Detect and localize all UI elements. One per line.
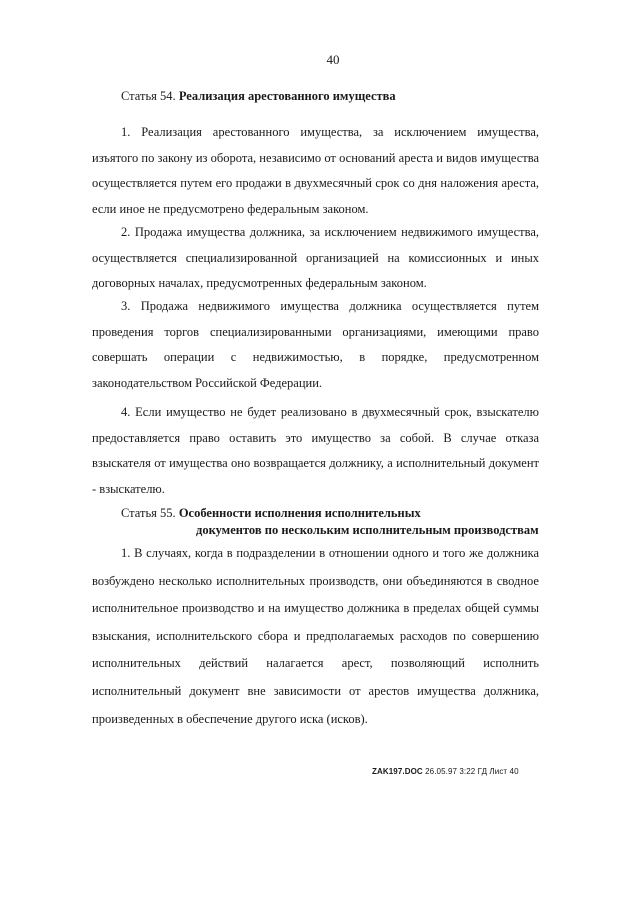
- page-number: 40: [326, 52, 340, 67]
- footer-meta: 26.05.97 3:22 ГД Лист 40: [425, 767, 519, 776]
- document-footer: [372, 767, 519, 776]
- article-55-heading-line2: документов по нескольким исполнительным производствам: [196, 523, 539, 537]
- article-54-title: [121, 88, 396, 105]
- article-54-heading: Реализация арестованного имущества: [178, 89, 396, 103]
- article-54-paragraph-3: 3. Продажа недвижимого имущества должника осуществляется путем проведения торгов специализированными организациями, имеющими право совершать операции с недвижимостью, в порядке, предусмотренном законодательством Российской Федерации.: [92, 299, 539, 390]
- article-54-paragraph-4: 4. Если имущество не будет реализовано в двухмесячный срок, взыскателю предоставляется право оставить это имущество за собой. В случае отказа взыскателя от имущества оно возвращается должнику, а исполнительный документ - взыскателю.: [92, 405, 539, 496]
- article-55-paragraph-1: 1. В случаях, когда в подразделении в отношении одного и того же должника возбуждено несколько исполнительных производств, они объединяются в сводное исполнительное производство и на имущество должника в пределах общей суммы взыскания, исполнительского сбора и предполагаемых расходов по совершению исполнительных действий налагается арест, позволяющий исполнить исполнительный документ вне зависимости от арестов имущества должника, произведенных в обеспечение другого иска (исков).: [92, 546, 539, 726]
- article-55-label: Статья 55.: [121, 506, 176, 520]
- article-55-heading-line1: Особенности исполнения исполнительных: [178, 506, 421, 520]
- article-54-paragraph-2: 2. Продажа имущества должника, за исключением недвижимого имущества, осуществляется специализированной организацией на комиссионных и иных договорных началах, предусмотренных федеральным законом.: [92, 225, 539, 290]
- footer-file-code: ZAK197.DOC: [372, 767, 423, 776]
- article-55-title: [121, 505, 539, 539]
- article-54-paragraph-1: 1. Реализация арестованного имущества, за исключением имущества, изъятого по закону из оборота, независимо от оснований ареста и видов имущества осуществляется путем его продажи в двухмесячный срок со дня наложения ареста, если иное не предусмотрено федеральным законом.: [92, 125, 539, 216]
- article-54-label: Статья 54.: [121, 89, 176, 103]
